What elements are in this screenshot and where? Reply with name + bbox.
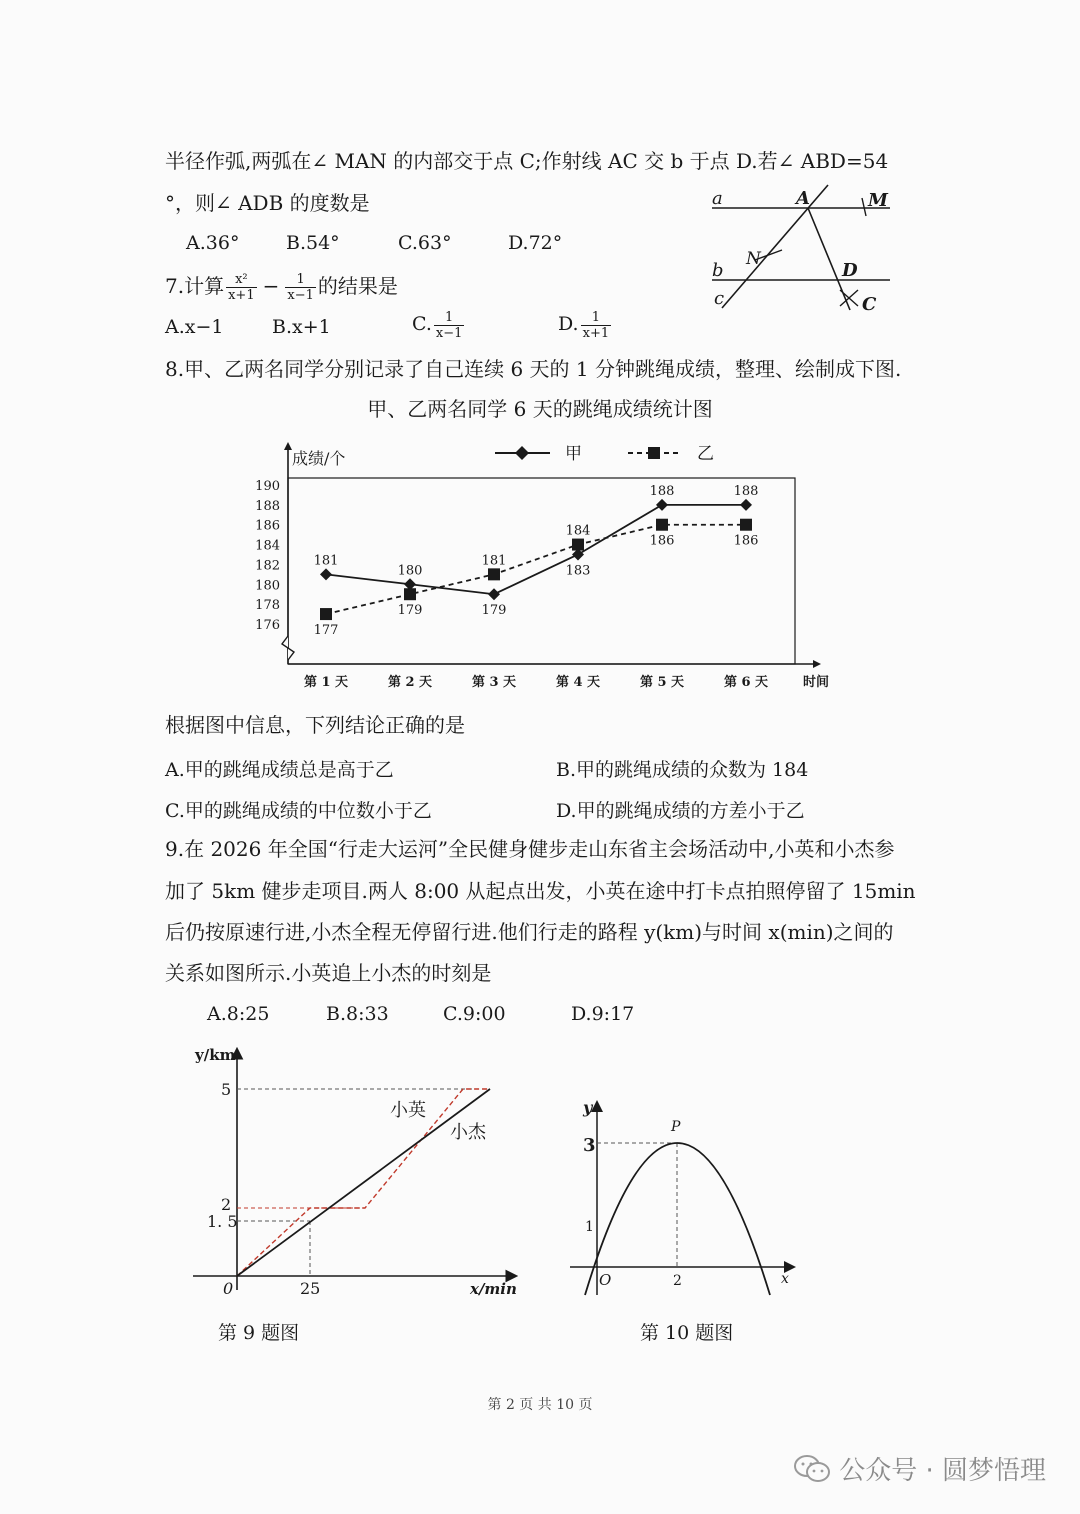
fig9-y5: 5 [221,1080,232,1099]
q7-suffix: 的结果是 [317,274,398,298]
page-number: 第 2 页 共 10 页 [487,1397,593,1413]
y-tick-label: 184 [255,538,280,554]
fig9-y15: 1. 5 [207,1212,238,1231]
label-c: c [714,288,725,309]
label-point-C: C [862,294,877,315]
fig9-origin: 0 [223,1279,234,1298]
fig10-point-P: P [671,1119,681,1135]
data-point-yi [656,519,668,531]
data-label-yi: 177 [313,623,339,639]
x-tick-label: 第 2 天 [387,675,433,690]
q7-option-a: A.x−1 [165,316,224,338]
q6-option-c: C.63° [398,232,452,254]
x-tick-label: 第 1 天 [303,675,349,690]
y-axis-arrow [284,442,292,450]
q7-optD-prefix: D. [558,313,579,335]
q7-frac2-num: 1 [285,272,316,288]
series-line-yi [326,525,746,614]
q9-line-1: 9.在 2026 年全国“行走大运河”全民健身健步走山东省主会场活动中,小英和小杰参 [165,837,895,861]
data-label-yi: 186 [733,533,759,549]
q6-line-2: °，则∠ ADB 的度数是 [165,191,370,215]
data-point-yi [572,539,584,551]
q8-option-d: D.甲的跳绳成绩的方差小于乙 [556,800,805,822]
x-axis-label: 时间 [803,675,830,690]
data-point-jia [320,568,332,580]
chart-title: 甲、乙两名同学 6 天的跳绳成绩统计图 [367,397,713,421]
y-tick-label: 188 [255,498,280,514]
q7-optD-den: x+1 [582,325,610,341]
fig10-graph [565,1095,800,1300]
q7-fraction-1 [226,272,257,303]
data-label-jia: 181 [313,553,339,569]
fig9-xlabel: x/min [470,1280,517,1298]
q7-frac1-den: x+1 [228,288,255,303]
label-point-A: A [796,188,810,209]
data-point-yi [740,519,752,531]
q7-optD-num: 1 [581,310,612,326]
data-label-jia: 183 [565,563,591,579]
data-point-jia [656,499,668,511]
q8-question: 根据图中信息，下列结论正确的是 [165,713,465,737]
data-point-jia [740,499,752,511]
series-line-jia [326,505,746,594]
q7-frac1-num: x² [226,272,257,288]
fig10-y3: 3 [583,1135,596,1156]
data-label-yi: 186 [649,533,675,549]
label-point-M: M [868,190,888,211]
fig9-ylabel: y/km [195,1046,236,1064]
fig9-x25: 25 [300,1279,321,1298]
fig9-y2: 2 [221,1195,232,1214]
q6-option-a: A.36° [186,232,240,254]
watermark-text: 公众号 · 圆梦悟理 [839,1456,1046,1486]
q9-line-2: 加了 5km 健步走项目.两人 8:00 从起点出发，小英在途中打卡点拍照停留了 15min [165,879,916,903]
q6-line-1: 半径作弧,两弧在∠ MAN 的内部交于点 C;作射线 AC 交 b 于点 D.若∠ ABD=54 [165,149,889,173]
label-point-D: D [842,260,858,281]
data-point-yi [320,608,332,620]
legend-label-jia: 甲 [565,444,582,464]
fig9-caption: 第 9 题图 [218,1322,300,1344]
y-axis-label: 成绩/个 [292,449,346,468]
data-label-yi: 181 [481,553,507,569]
q7-optC-den: x−1 [435,325,463,341]
data-point-yi [488,568,500,580]
q7-optC-prefix: C. [412,313,432,335]
q7-frac2-den: x−1 [287,288,314,303]
q7-option-c [412,306,466,342]
y-tick-label: 190 [255,479,280,494]
q9-option-b: B.8:33 [326,1003,389,1025]
data-label-jia: 180 [397,563,423,579]
x-tick-label: 第 5 天 [639,675,685,690]
q8-option-b: B.甲的跳绳成绩的众数为 184 [556,759,809,781]
q7-line [165,268,398,304]
x-axis-arrow [813,660,821,668]
q9-option-a: A.8:25 [207,1003,270,1025]
fig9-graph [185,1040,530,1305]
data-label-jia: 188 [649,483,675,499]
data-label-yi: 179 [397,603,423,619]
data-point-jia [488,588,500,600]
label-a: a [712,188,723,209]
q6-option-d: D.72° [508,232,563,254]
x-tick-label: 第 3 天 [471,675,517,690]
data-label-jia: 188 [733,483,759,499]
fig10-origin: O [599,1271,612,1289]
y-tick-label: 176 [255,618,280,633]
q7-fraction-2 [285,272,316,303]
y-axis-break [282,636,294,660]
y-tick-label: 182 [255,558,280,574]
data-label-yi: 184 [565,523,591,539]
x-tick-label: 第 6 天 [723,675,769,690]
fig10-y1: 1 [585,1219,594,1235]
q7-optC-num: 1 [434,310,465,326]
q9-line-4: 关系如图所示.小英追上小杰的时刻是 [165,961,492,985]
watermark [793,1450,1046,1487]
q8-option-a: A.甲的跳绳成绩总是高于乙 [165,759,394,781]
q8-stem: 8.甲、乙两名同学分别记录了自己连续 6 天的 1 分钟跳绳成绩，整理、绘制成下图. [165,357,902,381]
jump-rope-chart [250,440,830,695]
data-label-jia: 179 [481,603,507,619]
legend-label-yi: 乙 [697,444,714,464]
x-tick-label: 第 4 天 [555,675,601,690]
q9-option-c: C.9:00 [443,1003,506,1025]
label-b: b [712,260,724,281]
legend-marker-yi [648,447,660,459]
q9-line-3: 后仍按原速行进,小杰全程无停留行进.他们行走的路程 y(km)与时间 x(min)之间的 [165,920,894,944]
q7-option-b: B.x+1 [272,316,331,338]
fig9-label-xiaojie: 小杰 [450,1122,486,1143]
fig10-xlabel: x [781,1271,789,1287]
q7-minus: − [262,274,280,298]
fig9-label-xiaoying: 小英 [390,1100,426,1121]
q7-prefix: 7.计算 [165,274,225,298]
q7-option-d [558,306,613,342]
label-point-N: N [746,249,761,269]
q8-option-c: C.甲的跳绳成绩的中位数小于乙 [165,800,432,822]
y-tick-label: 180 [255,578,280,594]
y-tick-label: 178 [255,598,280,614]
q6-figure [700,180,920,320]
q9-option-d: D.9:17 [571,1003,635,1025]
fig10-ylabel: y [583,1098,593,1117]
fig10-x2: 2 [673,1273,682,1289]
data-point-yi [404,588,416,600]
y-tick-label: 186 [255,518,280,534]
legend-marker-jia [515,446,529,460]
q6-option-b: B.54° [286,232,340,254]
wechat-icon [793,1454,831,1484]
fig10-caption: 第 10 题图 [640,1322,734,1344]
